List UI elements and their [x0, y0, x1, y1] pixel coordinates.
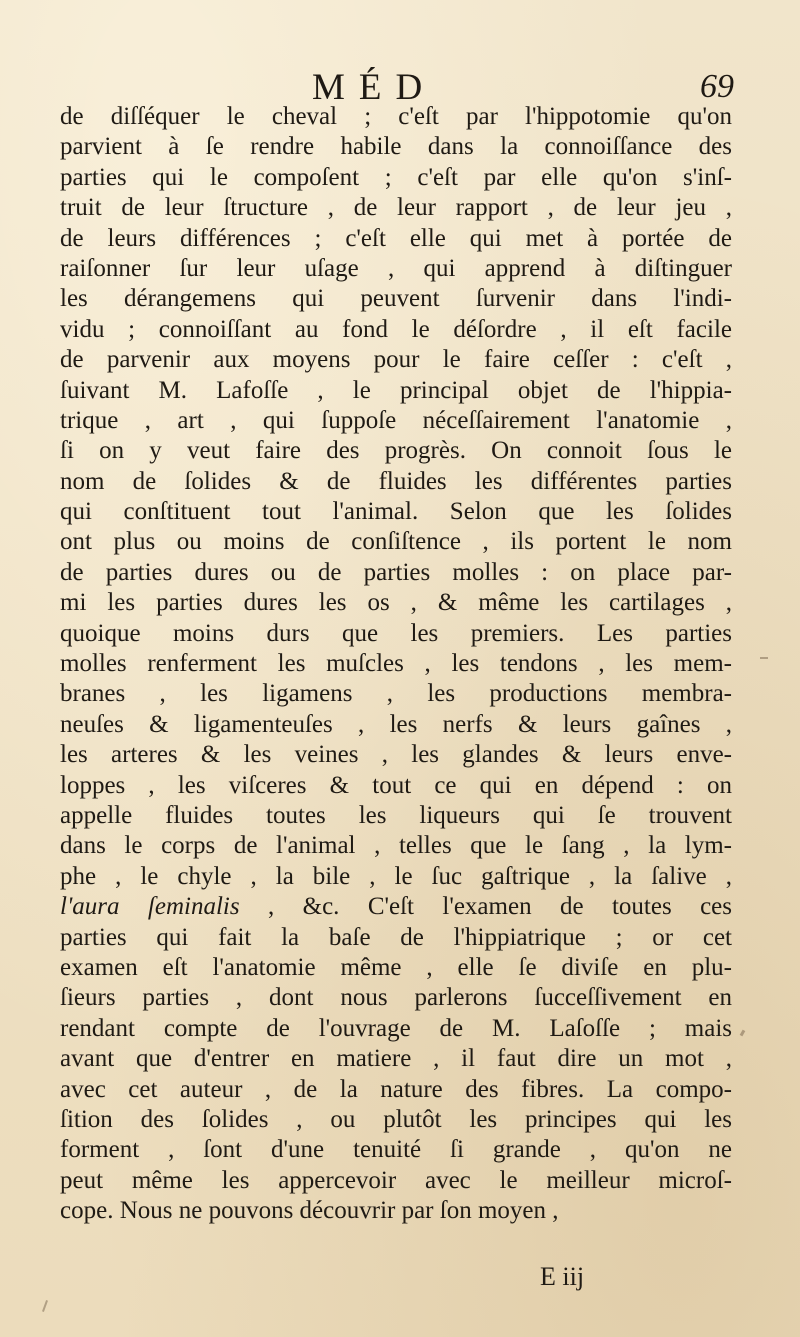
text-line: forment , ſont d'une tenuité ſi grande , qu'on ne: [60, 1136, 732, 1164]
text-line: de leurs différences ; c'eſt elle qui met à portée de: [60, 224, 732, 252]
margin-tick: [42, 1300, 48, 1312]
line-continuation: , &c. C'eſt l'examen de toutes ces: [239, 893, 732, 921]
text-line: rendant compte de l'ouvrage de M. Laſoſſe ; mais: [60, 1014, 732, 1042]
text-line: les dérangemens qui peuvent ſurvenir dans l'indi-: [60, 285, 732, 313]
italic-phrase: l'aura ſeminalis: [60, 893, 240, 921]
text-line: parvient à ſe rendre habile dans la connoiſſance des: [60, 133, 732, 161]
signature-mark: E iij: [540, 1262, 585, 1291]
text-line: cope. Nous ne pouvons découvrir par ſon moyen ,: [60, 1197, 559, 1225]
text-line: neuſes & ligamenteuſes , les nerfs & leurs gaînes ,: [60, 710, 732, 738]
body-text: [60, 102, 732, 1226]
text-line: trique , art , qui ſuppoſe néceſſairement l'anatomie ,: [60, 406, 732, 434]
text-line: examen eſt l'anatomie même , elle ſe diviſe en plu-: [60, 953, 732, 981]
text-line: truit de leur ſtructure , de leur rapport , de leur jeu ,: [60, 194, 732, 222]
text-line: ont plus ou moins de conſiſtence , ils portent le nom: [60, 528, 732, 556]
text-line: avant que d'entrer en matiere , il faut dire un mot ,: [60, 1045, 732, 1073]
text-line: molles renferment les muſcles , les tendons , les mem-: [60, 650, 732, 678]
text-line: quoique moins durs que les premiers. Les parties: [60, 619, 732, 647]
text-line: les arteres & les veines , les glandes & leurs enve-: [60, 741, 732, 769]
text-line: qui conſtituent tout l'animal. Selon que les ſolides: [60, 498, 732, 526]
text-line-with-italic: [60, 892, 732, 922]
text-line: parties qui le compoſent ; c'eſt par elle qu'on s'inſ-: [60, 163, 732, 191]
text-line: ſuivant M. Lafoſſe , le principal objet de l'hippia-: [60, 376, 732, 404]
text-line: parties qui fait la baſe de l'hippiatrique ; or cet: [60, 923, 732, 951]
text-line: nom de ſolides & de fluides les différentes parties: [60, 467, 732, 495]
text-line: phe , le chyle , la bile , le ſuc gaſtrique , la ſalive ,: [60, 862, 732, 890]
text-line: de parties dures ou de parties molles : on place par-: [60, 558, 732, 586]
text-line: ſition des ſolides , ou plutôt les principes qui les: [60, 1105, 732, 1133]
margin-dash: [740, 1030, 746, 1037]
margin-dash: [760, 657, 768, 659]
text-line: vidu ; connoiſſant au fond le déſordre , il eſt facile: [60, 315, 732, 343]
running-head: MÉD: [312, 67, 437, 108]
text-line: dans le corps de l'animal , telles que le ſang , la lym-: [60, 832, 732, 860]
text-line: peut même les appercevoir avec le meilleur microſ-: [60, 1166, 732, 1194]
text-line: loppes , les viſceres & tout ce qui en dépend : on: [60, 771, 732, 799]
text-line: appelle fluides toutes les liqueurs qui ſe trouvent: [60, 801, 732, 829]
text-line: branes , les ligamens , les productions membra-: [60, 680, 732, 708]
text-line: ſi on y veut faire des progrès. On connoit ſous le: [60, 437, 732, 465]
page-number: 69: [700, 68, 734, 105]
text-line: raiſonner ſur leur uſage , qui apprend à diſtinguer: [60, 254, 732, 282]
text-line: avec cet auteur , de la nature des fibres. La compo-: [60, 1075, 732, 1103]
text-line: de parvenir aux moyens pour le faire ceſſer : c'eſt ,: [60, 346, 732, 374]
text-line: de diſſéquer le cheval ; c'eſt par l'hippotomie qu'on: [60, 103, 732, 130]
text-line: mi les parties dures les os , & même les cartilages ,: [60, 589, 732, 617]
text-line: ſieurs parties , dont nous parlerons ſucceſſivement en: [60, 984, 732, 1012]
